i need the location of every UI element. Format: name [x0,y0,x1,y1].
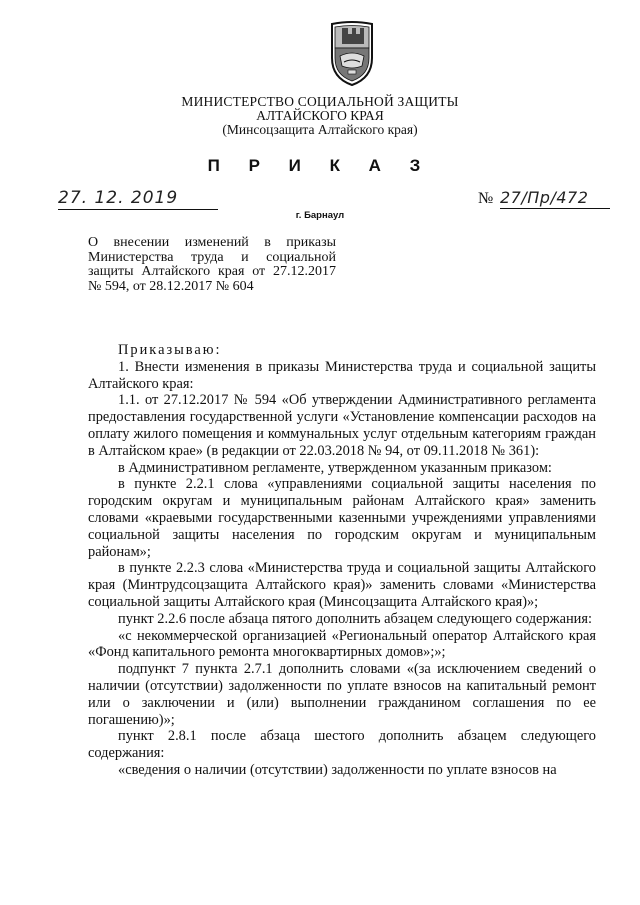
city-name: г. Барнаул [295,210,345,221]
body-paragraph: подпункт 7 пункта 2.7.1 дополнить словами «(за исключением сведений о наличии (отсутствии) задолженности по уплате взносов на капитальный ремонт или о заключении и (или) выполнении гражданином соглашения по ее погашению)»; [88,661,596,728]
handwritten-date: 27. 12. 2019 [58,188,218,210]
order-directive: Приказываю: [118,342,222,358]
document-type-title: П Р И К А З [207,156,433,175]
ministry-short-name: (Минсоцзащита Алтайского края) [222,122,418,137]
number-label: № [478,190,494,207]
body-paragraph: в Административном регламенте, утвержденном указанным приказом: [118,459,552,476]
body-paragraph: «сведения о наличии (отсутствии) задолженности по уплате взносов на [118,761,557,778]
body-paragraph: в пункте 2.2.1 слова «управлениями социальной защиты населения по городским округам и муниципальным районам Алтайского края» заменить словами «краевыми государственными казенными учреждениями управлениями социальной защиты населения по городским округам и муниципальным районам»; [88,476,596,560]
subject-line: защиты Алтайского края от 27.12.2017 [88,264,336,279]
subject-line: Министерства труда и социальной [88,249,336,265]
body-paragraph: «с некоммерческой организацией «Региональный оператор Алтайского края «Фонд капитального ремонта многоквартирных домов»;»; [88,627,596,661]
order-subject [88,236,336,294]
order-body [88,342,596,779]
region-name: АЛТАЙСКОГО КРАЯ [256,108,384,123]
body-paragraph: 1.1. от 27.12.2017 № 594 «Об утверждении Административного регламента предоставления государственной услуги «Установление компенсации расходов на оплату жилого помещения и коммунальных услуг отдельным категориям граждан в Алтайском крае» (в редакции от 22.03.2018 № 94, от 09.11.2018 № 361): [88,392,596,459]
body-paragraph: пункт 2.8.1 после абзаца шестого дополнить абзацем следующего содержания: [88,728,596,762]
handwritten-order-number: 27/Пр/472 [500,188,610,209]
body-paragraph: пункт 2.2.6 после абзаца пятого дополнить абзацем следующего содержания: [118,610,592,627]
body-paragraph: 1. Внести изменения в приказы Министерства труда и социальной защиты Алтайского края: [88,358,596,392]
subject-line: № 594, от 28.12.2017 № 604 [88,278,254,294]
subject-line: О внесении изменений в приказы [88,235,336,250]
ministry-name: МИНИСТЕРСТВО СОЦИАЛЬНОЙ ЗАЩИТЫ [181,94,459,109]
coat-of-arms-emblem [326,18,378,88]
body-paragraph: в пункте 2.2.3 слова «Министерства труда и социальной защиты Алтайского края (Минтрудсоцзащита Алтайского края)» заменить словами «Министерства социальной защиты Алтайского края (Минсоцзащита Алтайского края)»; [88,560,596,610]
